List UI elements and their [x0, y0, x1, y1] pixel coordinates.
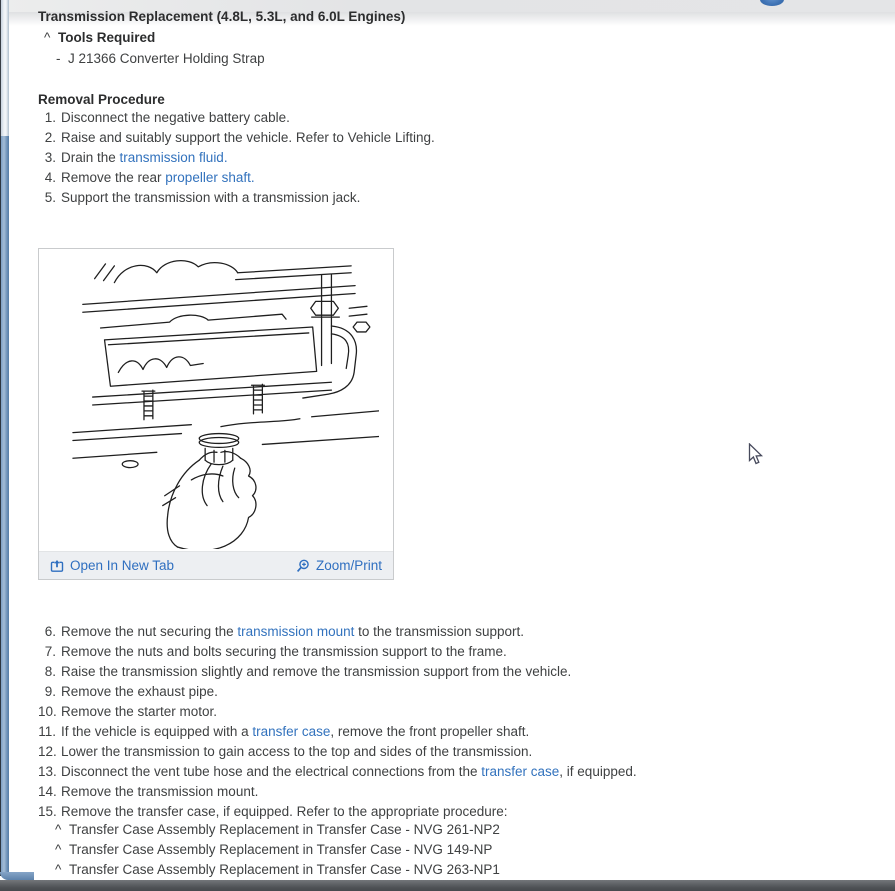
tools-required-label: Tools Required — [58, 30, 156, 45]
tool-item — [56, 49, 265, 69]
page-title: Transmission Replacement (4.8L, 5.3L, and 6.0L Engines) — [38, 9, 406, 24]
mouse-cursor-icon — [748, 443, 764, 472]
figure-canvas — [39, 249, 393, 551]
sub-item — [55, 820, 500, 840]
step-number: 6. — [44, 624, 56, 639]
caret-bullet: ^ — [55, 862, 62, 877]
dash-bullet: - — [56, 51, 61, 66]
sub-item — [55, 860, 500, 880]
caret-bullet: ^ — [44, 30, 51, 45]
magnifier-plus-icon — [296, 559, 310, 573]
step-text-segment: Remove the exhaust pipe. — [61, 684, 218, 699]
step-text-segment: Drain the — [61, 150, 120, 165]
step-number: 2. — [44, 130, 56, 145]
step-text — [61, 128, 868, 148]
window-bottom-bar — [0, 880, 895, 891]
sub-item-label: Transfer Case Assembly Replacement in Transfer Case - NVG 263-NP1 — [69, 862, 500, 877]
tools-required-header — [44, 28, 155, 48]
sub-item-label: Transfer Case Assembly Replacement in Transfer Case - NVG 261-NP2 — [69, 822, 500, 837]
step-text-segment: , remove the front propeller shaft. — [330, 724, 530, 739]
step-text — [61, 108, 868, 128]
procedure-step — [38, 188, 868, 208]
step-text — [61, 782, 868, 802]
procedure-step — [38, 782, 868, 802]
figure-box — [38, 248, 394, 580]
procedure-step — [38, 128, 868, 148]
step-text-segment: Remove the transmission mount. — [61, 784, 259, 799]
step-number: 15. — [38, 804, 57, 819]
figure-footer — [39, 551, 393, 579]
inline-link[interactable]: transfer case — [252, 724, 331, 739]
step-text-segment: If the vehicle is equipped with a — [61, 724, 253, 739]
step-number: 8. — [44, 664, 56, 679]
sub-item-label: Transfer Case Assembly Replacement in Transfer Case - NVG 149-NP — [69, 842, 493, 857]
step-text-segment: to the transmission support. — [354, 624, 524, 639]
step-text-segment: Remove the nuts and bolts securing the transmission support to the frame. — [61, 644, 507, 659]
step-text — [61, 742, 868, 762]
step-number: 1. — [44, 110, 56, 125]
step-number: 4. — [44, 170, 56, 185]
step-text-segment: Disconnect the vent tube hose and the electrical connections from the — [61, 764, 482, 779]
procedure-step — [38, 742, 868, 762]
tool-item-label: J 21366 Converter Holding Strap — [68, 51, 265, 66]
open-in-new-tab-icon — [50, 559, 64, 573]
procedure-step — [38, 168, 868, 188]
steps-1-5 — [38, 108, 868, 208]
step-text — [61, 722, 868, 742]
zoom-print-link[interactable] — [296, 556, 382, 576]
procedure-step — [38, 622, 868, 642]
step-text-segment: Remove the starter motor. — [61, 704, 218, 719]
transmission-figure-drawing — [53, 255, 379, 549]
left-scrollbar-track[interactable] — [0, 0, 9, 136]
step-text — [61, 762, 868, 782]
step-text — [61, 682, 868, 702]
step-text — [61, 168, 868, 188]
step-number: 12. — [38, 744, 57, 759]
step-text-segment: Raise the transmission slightly and remove the transmission support from the vehicle. — [61, 664, 572, 679]
open-in-new-tab-link[interactable] — [50, 556, 174, 576]
procedure-step — [38, 108, 868, 128]
inline-link[interactable]: transmission mount — [237, 624, 355, 639]
removal-procedure-header: Removal Procedure — [38, 92, 165, 107]
caret-bullet: ^ — [55, 842, 62, 857]
step-text-segment: Remove the rear — [61, 170, 166, 185]
procedure-step — [38, 642, 868, 662]
zoom-print-label: Zoom/Print — [315, 557, 382, 573]
step-number: 7. — [44, 644, 56, 659]
sub-item — [55, 840, 500, 860]
step-text — [61, 662, 868, 682]
procedure-step — [38, 802, 868, 822]
inline-link[interactable]: transmission fluid. — [119, 150, 228, 165]
sub-items — [55, 820, 500, 880]
procedure-step — [38, 148, 868, 168]
step-text-segment: Support the transmission with a transmission jack. — [61, 190, 361, 205]
caret-bullet: ^ — [55, 822, 62, 837]
step-text-segment: Lower the transmission to gain access to the top and sides of the transmission. — [61, 744, 533, 759]
step-text — [61, 802, 868, 822]
step-text — [61, 622, 868, 642]
step-number: 5. — [44, 190, 56, 205]
step-number: 11. — [38, 724, 56, 739]
step-text — [61, 188, 868, 208]
open-in-new-tab-label: Open In New Tab — [70, 557, 175, 573]
procedure-step — [38, 702, 868, 722]
procedure-step — [38, 762, 868, 782]
step-text — [61, 702, 868, 722]
inline-link[interactable]: propeller shaft. — [165, 170, 255, 185]
window-corner — [0, 872, 34, 880]
step-text-segment: Remove the transfer case, if equipped. Refer to the appropriate procedure: — [61, 804, 508, 819]
left-window-frame — [0, 136, 9, 876]
steps-6-15 — [38, 622, 868, 822]
step-number: 13. — [38, 764, 57, 779]
inline-link[interactable]: transfer case — [481, 764, 560, 779]
step-text — [61, 642, 868, 662]
step-text-segment: Remove the nut securing the — [61, 624, 238, 639]
step-text — [61, 148, 868, 168]
step-number: 14. — [38, 784, 57, 799]
step-number: 9. — [44, 684, 56, 699]
procedure-step — [38, 662, 868, 682]
step-text-segment: , if equipped. — [559, 764, 637, 779]
step-text-segment: Raise and suitably support the vehicle. Refer to Vehicle Lifting. — [61, 130, 435, 145]
procedure-step — [38, 682, 868, 702]
step-number: 3. — [44, 150, 56, 165]
step-text-segment: Disconnect the negative battery cable. — [61, 110, 290, 125]
procedure-step — [38, 722, 868, 742]
step-number: 10. — [38, 704, 57, 719]
